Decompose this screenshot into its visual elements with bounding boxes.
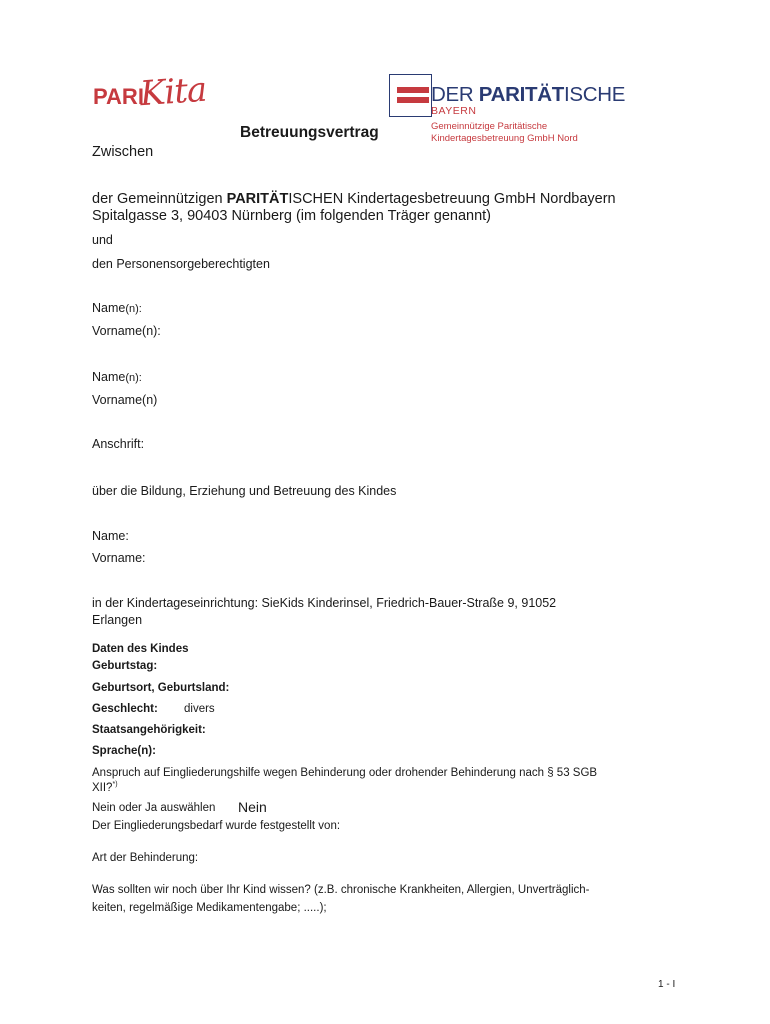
paritaetische-logo-box: [389, 74, 432, 117]
auswahl-dropdown[interactable]: Nein: [238, 799, 267, 815]
parikita-logo-pari: PARI: [93, 84, 144, 109]
parent2-name-label: Name(n):: [92, 370, 142, 384]
geburtsort-label: Geburtsort, Geburtsland:: [92, 682, 230, 694]
traeger-address: Spitalgasse 3, 90403 Nürnberg (im folgenden Träger genannt): [92, 208, 492, 224]
page-number: 1 - I: [658, 979, 676, 990]
einrichtung-line1: in der Kindertageseinrichtung: SieKids Kinderinsel, Friedrich-Bauer-Straße 9, 91052: [92, 596, 557, 610]
paritaetische-logo-region: BAYERN: [431, 105, 477, 117]
zwischen-text: Zwischen: [92, 144, 154, 160]
sprache-label: Sprache(n):: [92, 745, 156, 757]
festgestellt-label: Der Eingliederungsbedarf wurde festgestellt von:: [92, 820, 341, 832]
wissen-line1: Was sollten wir noch über Ihr Kind wissen? (z.B. chronische Krankheiten, Allergien, Unverträglich-: [92, 884, 590, 896]
geschlecht-value[interactable]: divers: [184, 703, 215, 715]
paritaetische-logo-bar: [397, 87, 429, 93]
bildung-text: über die Bildung, Erziehung und Betreuung des Kindes: [92, 484, 397, 498]
paritaetische-logo-bar: [397, 97, 429, 103]
personensorge-text: den Personensorgeberechtigten: [92, 257, 270, 271]
document-title: Betreuungsvertrag: [240, 124, 379, 141]
parikita-logo-kita: Kita: [138, 69, 208, 115]
art-behinderung-label: Art der Behinderung:: [92, 852, 199, 864]
anspruch-line1: Anspruch auf Eingliederungshilfe wegen Behinderung oder drohender Behinderung nach § 53 SGB: [92, 767, 598, 779]
parent2-vorname-label: Vorname(n): [92, 393, 158, 407]
auswahl-label: Nein oder Ja auswählen: [92, 802, 216, 814]
staatsangehoerigkeit-label: Staatsangehörigkeit:: [92, 724, 206, 736]
paritaetische-logo-subtitle: Gemeinnützige Paritätische Kindertagesbetreuung GmbH Nord: [431, 121, 578, 144]
parent1-name-label: Name(n):: [92, 301, 142, 315]
traeger-line: der Gemeinnützigen PARITÄTISCHEN Kindertagesbetreuung GmbH Nordbayern: [92, 191, 616, 207]
parent1-vorname-label: Vorname(n):: [92, 324, 161, 338]
einrichtung-line2: Erlangen: [92, 613, 143, 627]
wissen-line2: keiten, regelmäßige Medikamentengabe; .....);: [92, 902, 327, 914]
anspruch-line2: XII?*): [92, 781, 118, 794]
child-vorname-label: Vorname:: [92, 551, 146, 565]
geburtstag-label: Geburtstag:: [92, 660, 158, 672]
anschrift-label: Anschrift:: [92, 437, 145, 451]
paritaetische-logo-name: DER PARITÄTISCHE: [431, 83, 626, 106]
child-name-label: Name:: [92, 529, 129, 543]
daten-heading: Daten des Kindes: [92, 643, 189, 655]
und-text: und: [92, 233, 113, 247]
geschlecht-label: Geschlecht:: [92, 703, 158, 715]
